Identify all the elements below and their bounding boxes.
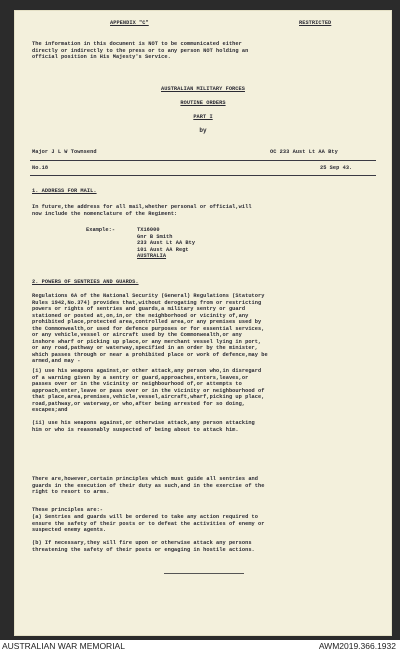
order-date: 25 Sep 43. [320, 165, 353, 171]
principles-intro: These principles are:- [32, 507, 104, 513]
example-label: Example:- [86, 227, 116, 233]
paragraph-line: powers or rights of sentries and guards,a military sentry or guard [32, 306, 246, 312]
divider [30, 175, 376, 176]
order-number: No.18 [32, 165, 49, 171]
doc-type-title: ROUTINE ORDERS [180, 100, 226, 106]
example-line: 101 Aust AA Regt [137, 246, 189, 253]
paragraph-line: suspected enemy agents. [32, 527, 107, 533]
document-content [14, 10, 392, 636]
paragraph-line: armed,and may - [32, 358, 81, 364]
paragraph-line: threatening the safety of their posts or engaging in hostile actions. [32, 546, 255, 553]
example-line: AUSTRALIA [137, 253, 167, 259]
paragraph-line: which passes through or near a prohibited place or work of defence,may be [32, 351, 268, 358]
paragraph-line: passes over or in the vicinity or neighbourhood of,or attempts to [32, 381, 242, 387]
paragraph-line: right to resort to arms. [32, 489, 110, 495]
paragraph-line: ensure the safety of their posts or to defeat the activities of enemy or [32, 520, 265, 527]
issuer-name: Major J L W Townsend [32, 149, 97, 155]
classification-label: RESTRICTED [299, 20, 332, 26]
footer-bar [0, 640, 400, 653]
example-line: TX16000 [137, 227, 160, 233]
by-label: by [199, 127, 207, 134]
source-label: AUSTRALIAN WAR MEMORIAL [2, 641, 125, 651]
paragraph-line: that place,area,premises,vehicle,vessel,aircraft,wharf,picking up place, [32, 394, 265, 400]
paragraph-line: road,pathway,or waterway,or who,after being arrested for so doing, [32, 400, 246, 407]
caveat-line: directly or indirectly to the press or to any person NOT holding an [32, 47, 249, 54]
paragraph-line: In future,the address for all mail,whether personal or official,will [32, 204, 252, 210]
section-heading: 1. ADDRESS FOR MAIL. [32, 188, 97, 194]
paragraph-line: escapes;and [32, 407, 68, 413]
paragraph-line: or any road,pathway or waterway,specified in an order by the minister, [32, 345, 259, 351]
caveat-line: official position in His Majesty's Service. [32, 54, 171, 60]
example-line: 233 Aust Lt AA Bty [137, 240, 196, 246]
caveat-line: The information in this document is NOT to be communicated either [32, 41, 242, 47]
part-title: PART I [193, 114, 213, 120]
paragraph-line: stationed or posted at,on,in,or the neighborhood or vicinity of,any [32, 312, 249, 319]
example-line: Gnr B Smith [137, 233, 173, 240]
paragraph-line: Regulations 6A of the National Security (General) Regulations (Statutory [32, 293, 265, 299]
paragraph-line: Rules 1942,No.374) provides that,without derogating from or restricting [32, 299, 262, 306]
section-heading: 2. POWERS OF SENTRIES AND GUARDS. [32, 279, 139, 285]
document-page [14, 10, 392, 636]
paragraph-line: approach,enter,leave or pass over or in the vicinity or neighbourhood of [32, 387, 265, 394]
paragraph-line: or any vehicle,vessel or aircraft used by the Commonwealth,or any [32, 332, 242, 338]
issuer-unit: OC 233 Aust Lt AA Bty [270, 149, 338, 155]
paragraph-line: him or who is reasonably suspected of being about to attack him. [32, 426, 239, 433]
end-rule [164, 573, 244, 574]
paragraph-line: (ii) use his weapons against,or otherwise attack,any person attacking [32, 420, 255, 426]
paragraph-line: (b) If necessary,they will fire upon or otherwise attack any persons [32, 540, 252, 546]
paragraph-line: prohibited place,protected area,controlled area,or any premises used by [32, 319, 262, 325]
paragraph-line: (i) use his weapons against,or other attack,any person who,in disregard [32, 368, 262, 374]
paragraph-line: guards in the execution of their duty as such,and in the exercise of the [32, 482, 265, 489]
paragraph-line: (a) Sentries and guards will be ordered to take any action required to [32, 514, 259, 520]
paragraph-line: There are,however,certain principles which must guide all sentries and [32, 476, 259, 482]
reference-number: AWM2019.366.1932 [318, 641, 396, 651]
divider [30, 160, 376, 161]
force-title: AUSTRALIAN MILITARY FORCES [161, 86, 245, 92]
paragraph-line: inshore wharf or picking up place,or any merchant vessel lying in port, [32, 338, 262, 345]
paragraph-line: now include the nomenclature of the Regiment: [32, 210, 178, 217]
paragraph-line: of a warning given by a sentry or guard,approaches,enters,leaves,or [32, 374, 249, 381]
appendix-label: APPENDIX "C" [110, 20, 149, 26]
paragraph-line: the Commonwealth,or used for defence purposes or for essential services, [32, 325, 265, 332]
